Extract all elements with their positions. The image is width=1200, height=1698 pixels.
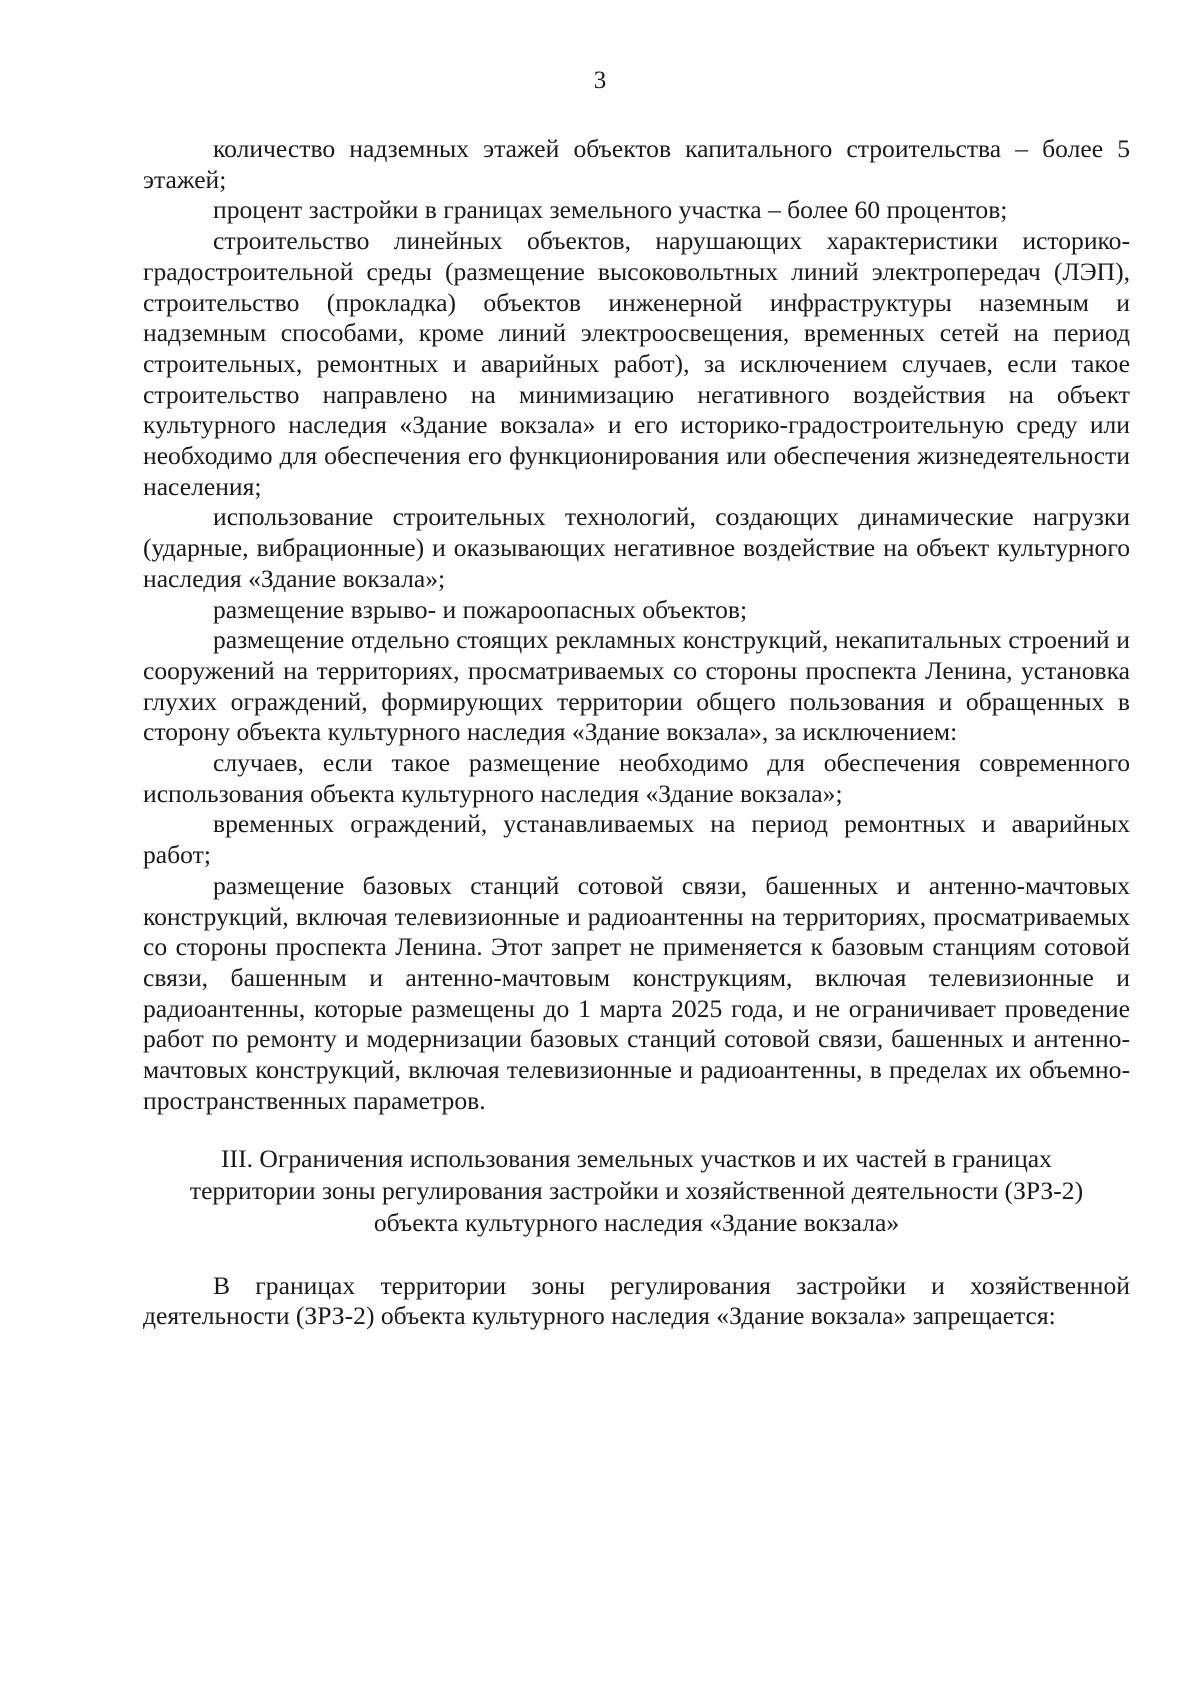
paragraph-floors: количество надземных этажей объектов капитального строительства – более 5 этажей; <box>143 134 1130 194</box>
paragraph-advertising-structures: размещение отдельно стоящих рекламных конструкций, некапитальных строений и сооружений на территориях, просматриваемых со стороны проспекта Ленина, установка глухих ограждений, формирующих территории общего пользования и обращенных в сторону объекта культурного наследия «Здание вокзала», за исключением: <box>143 625 1130 747</box>
paragraph-hazardous-objects: размещение взрыво- и пожароопасных объектов; <box>213 594 748 624</box>
paragraph-construction-technologies: использование строительных технологий, создающих динамические нагрузки (ударные, вибрационные) и оказывающих негативное воздействие на объект культурного наследия «Здание вокзала»; <box>143 502 1130 593</box>
paragraph-exception-modern-use: случаев, если такое размещение необходимо для обеспечения современного использования объекта культурного наследия «Здание вокзала»; <box>143 748 1130 808</box>
paragraph-base-stations: размещение базовых станций сотовой связи, башенных и антенно-мачтовых конструкций, включая телевизионные и радиоантенны на территориях, просматриваемых со стороны проспекта Ленина. Этот запрет не применяется к базовым станциям сотовой связи, башенным и антенно-мачтовым конструкциям, включая телевизионные и радиоантенны, которые размещены до 1 марта 2025 года, и не ограничивает проведение работ по ремонту и модернизации базовых станций сотовой связи, башенных и антенно-мачтовых конструкций, включая телевизионные и радиоантенны, в пределах их объемно-пространственных параметров. <box>143 870 1130 1115</box>
document-body <box>143 134 1130 1332</box>
section-intro: В границах территории зоны регулирования застройки и хозяйственной деятельности (ЗРЗ-2) объекта культурного наследия «Здание вокзала» запрещается: <box>143 1270 1130 1331</box>
paragraph-built-up-percent: процент застройки в границах земельного участка – более 60 процентов; <box>213 195 1008 225</box>
paragraph-linear-objects: строительство линейных объектов, нарушающих характеристики историко-градостроительной среды (размещение высоковольтных линий электропередач (ЛЭП), строительство (прокладка) объектов инженерной инфраструктуры наземным и надземным способами, кроме линий электроосвещения, временных сетей на период строительных, ремонтных и аварийных работ), за исключением случаев, если такое строительство направлено на минимизацию негативного воздействия на объект культурного наследия «Здание вокзала» и его историко-градостроительную среду или необходимо для обеспечения его функционирования или обеспечения жизнедеятельности населения; <box>143 226 1130 501</box>
page-number: 3 <box>593 67 607 94</box>
section-heading: III. Ограничения использования земельных участков и их частей в границах территории зоны регулирования застройки и хозяйственной деятельности (ЗРЗ-2) объекта культурного наследия «Здание вокзала» <box>189 1143 1084 1237</box>
paragraph-exception-temporary-fences: временных ограждений, устанавливаемых на период ремонтных и аварийных работ; <box>143 809 1130 870</box>
